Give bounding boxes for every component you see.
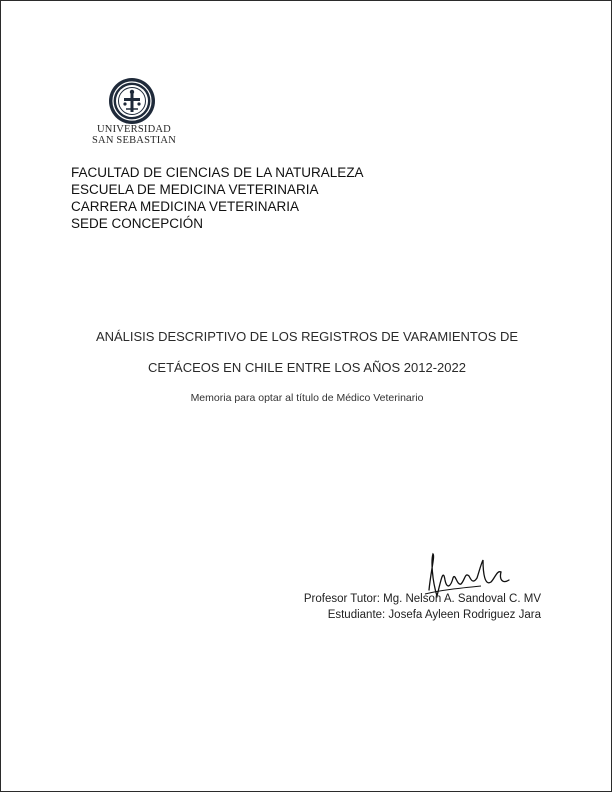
university-seal-icon xyxy=(108,77,156,125)
thesis-title-line2: CETÁCEOS EN CHILE ENTRE LOS AÑOS 2012-2022 xyxy=(148,360,466,375)
thesis-subtitle: Memoria para optar al título de Médico Veterinario xyxy=(190,392,424,404)
tutor-line: Profesor Tutor: Mg. Nelson A. Sandoval C. MV xyxy=(303,593,541,605)
student-line: Estudiante: Josefa Ayleen Rodriguez Jara xyxy=(327,609,541,621)
university-logo xyxy=(89,77,179,149)
campus-line: SEDE CONCEPCIÓN xyxy=(71,216,204,231)
university-name-line2: SAN SEBASTIAN xyxy=(92,135,176,146)
school-line: ESCUELA DE MEDICINA VETERINARIA xyxy=(71,182,319,197)
faculty-line: FACULTAD DE CIENCIAS DE LA NATURALEZA xyxy=(71,165,364,180)
university-name-line1: UNIVERSIDAD xyxy=(97,124,171,135)
thesis-title-line1: ANÁLISIS DESCRIPTIVO DE LOS REGISTROS DE VARAMIENTOS DE xyxy=(95,329,519,344)
career-line: CARRERA MEDICINA VETERINARIA xyxy=(71,199,300,214)
faculty-block xyxy=(71,164,364,232)
